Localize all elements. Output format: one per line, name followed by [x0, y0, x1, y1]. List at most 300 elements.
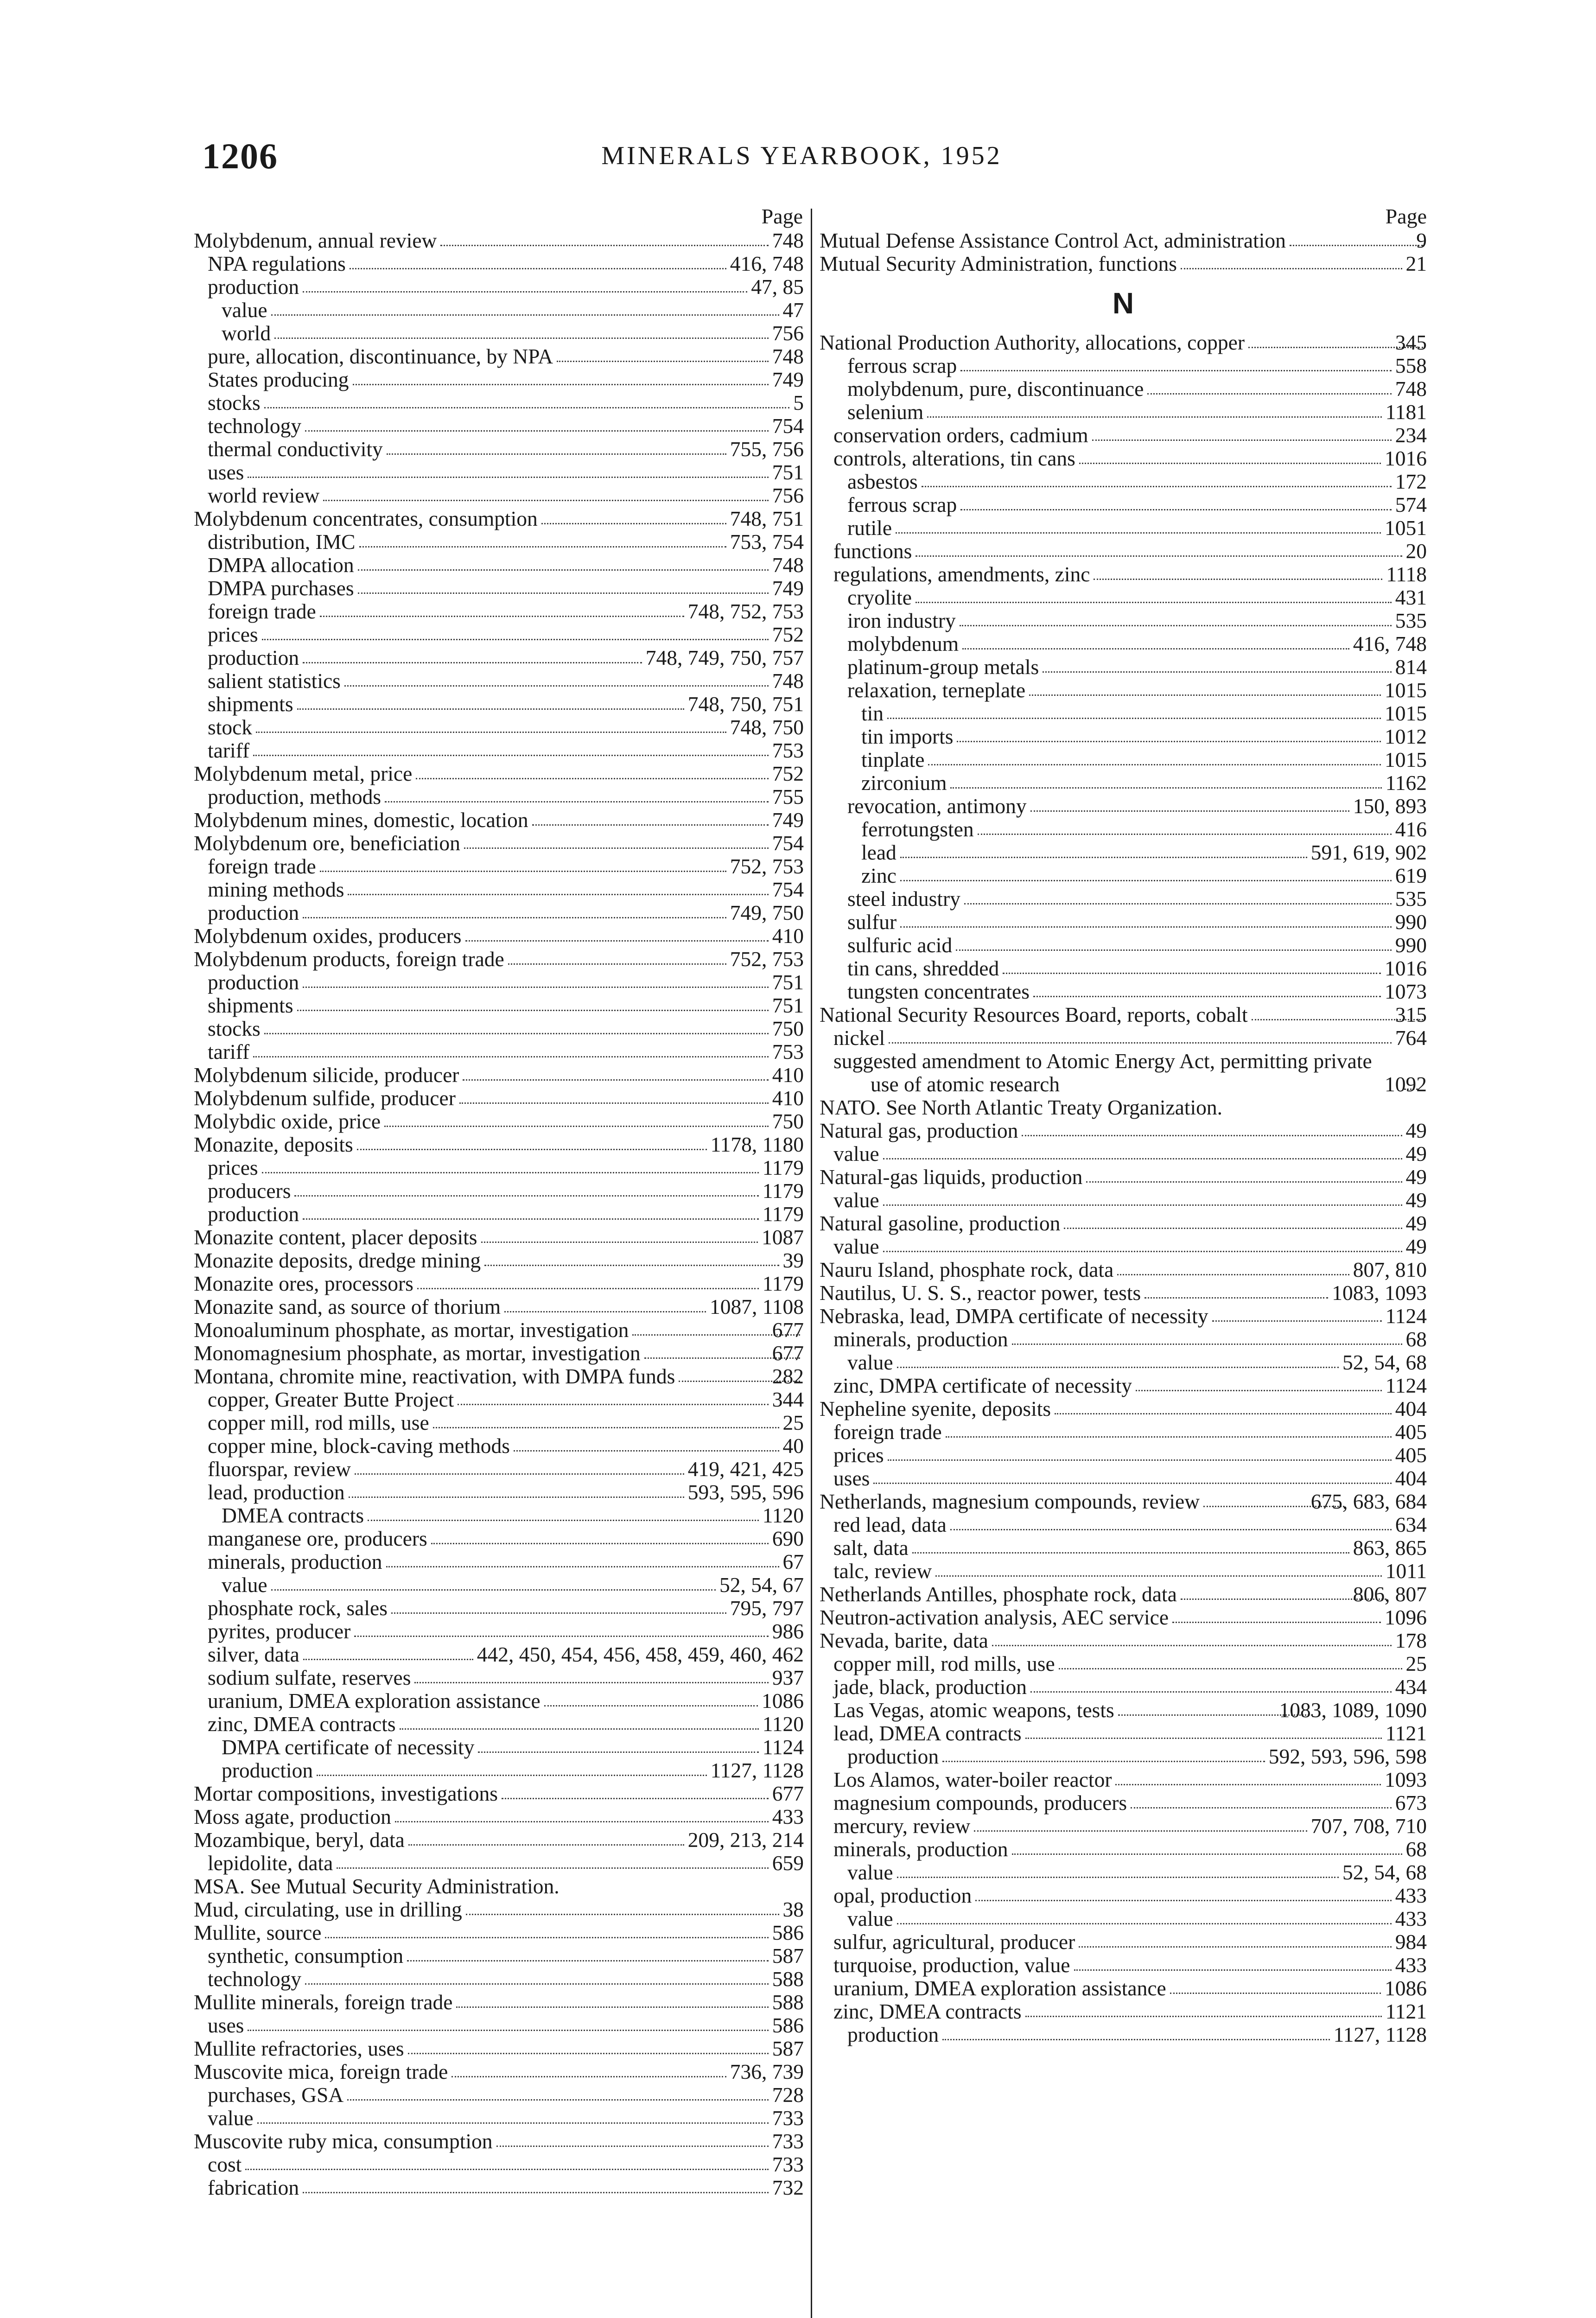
dot-leader [514, 1450, 779, 1452]
index-term: copper mill, rod mills, use [833, 1652, 1055, 1675]
dot-leader [416, 778, 768, 779]
index-page-ref: 587 [772, 1944, 804, 1968]
dot-leader [496, 2146, 769, 2147]
dot-leader [975, 1900, 1392, 1901]
index-term: shipments [208, 993, 293, 1017]
dot-leader [253, 1056, 769, 1057]
dot-leader [950, 1529, 1392, 1530]
index-page-ref: 49 [1405, 1211, 1427, 1235]
index-page-ref: 748 [1395, 377, 1427, 401]
index-term: tariff [208, 1040, 250, 1063]
index-term: tinplate [861, 748, 925, 771]
dot-leader [1003, 973, 1381, 974]
index-term: sulfuric acid [847, 933, 953, 957]
index-term: magnesium compounds, producers [833, 1791, 1127, 1815]
index-entry: Monomagnesium phosphate, as mortar, investigation 677 [194, 1341, 804, 1365]
index-entry [194, 1875, 804, 1898]
dot-leader [916, 555, 1402, 557]
dot-leader [264, 407, 790, 408]
dot-leader [385, 801, 769, 802]
index-term: Monazite deposits, dredge mining [194, 1248, 481, 1272]
index-term: value [833, 1142, 879, 1165]
index-page-ref: 814 [1395, 655, 1427, 679]
dot-leader [478, 1751, 758, 1753]
index-entry [194, 229, 804, 252]
dot-leader [900, 857, 1307, 858]
index-entry [820, 1954, 1427, 1977]
index-entry [194, 1063, 804, 1087]
index-page-ref: 593, 595, 596 [687, 1480, 804, 1504]
dot-leader [1079, 463, 1381, 464]
index-page-ref: 748, 752, 753 [687, 599, 804, 623]
index-term: Molybdenum ore, beneficiation [194, 831, 460, 855]
index-page-ref: 38 [782, 1898, 804, 1921]
index-page-ref: 1093 [1385, 1768, 1427, 1791]
index-term: Mutual Defense Assistance Control Act, administration [820, 229, 1286, 252]
index-page-ref: 1118 [1386, 562, 1427, 586]
index-term: minerals, production [833, 1327, 1008, 1351]
index-page-ref: 733 [772, 2129, 804, 2153]
index-page-ref: 172 [1395, 470, 1427, 493]
index-term: Molybdenum sulfide, producer [194, 1086, 456, 1110]
dot-leader [964, 903, 1392, 904]
dot-leader [883, 1204, 1402, 1206]
index-entry [194, 762, 804, 785]
dot-leader [897, 1877, 1339, 1878]
index-term: pyrites, producer [208, 1619, 351, 1643]
dot-leader [950, 787, 1381, 789]
index-page-ref: 749 [772, 576, 804, 600]
index-page-ref: 619 [1395, 864, 1427, 887]
dot-leader [323, 500, 768, 501]
index-term: silver, data [208, 1643, 299, 1666]
index-term: Natural gasoline, production [820, 1211, 1061, 1235]
index-entry [194, 1040, 804, 1063]
dot-leader [912, 1552, 1349, 1554]
index-entry [820, 1583, 1427, 1606]
index-entry [820, 1165, 1427, 1189]
dot-leader [1212, 1320, 1382, 1322]
index-term: production [208, 646, 299, 669]
index-page-ref: 405 [1395, 1443, 1427, 1467]
index-term: shipments [208, 692, 293, 716]
page-column-label: Page [1385, 204, 1427, 228]
index-term: copper mine, block-caving methods [208, 1434, 510, 1458]
dot-leader [1170, 1993, 1381, 1994]
index-entry [194, 1805, 804, 1828]
dot-leader [245, 2169, 768, 2170]
index-entry [820, 1815, 1427, 1838]
index-term: production [208, 275, 299, 299]
index-entry [194, 1179, 804, 1203]
index-page-ref: 405 [1395, 1420, 1427, 1444]
dot-leader [1115, 1784, 1381, 1785]
index-entry [820, 1351, 1427, 1374]
index-entry [820, 980, 1427, 1003]
dot-leader [1181, 268, 1402, 269]
index-entry [194, 832, 804, 855]
dot-leader [1147, 393, 1391, 395]
index-page-ref: 749, 750 [730, 901, 804, 924]
dot-leader [433, 1427, 779, 1428]
index-page-ref: 1179 [762, 1272, 804, 1295]
dot-leader [248, 477, 768, 478]
dot-leader [1030, 1691, 1392, 1693]
index-entry [820, 1745, 1427, 1768]
index-page-ref: 795, 797 [730, 1596, 804, 1620]
index-term: foreign trade [833, 1420, 942, 1444]
index-term: mining methods [208, 878, 344, 901]
left-entry-list [194, 229, 804, 2199]
index-entry [820, 1026, 1427, 1050]
index-page-ref: 752 [772, 623, 804, 646]
dot-leader [368, 1520, 759, 1521]
dot-leader [957, 741, 1381, 742]
index-page-ref: 1083, 1089, 1090 [1279, 1698, 1427, 1722]
dot-leader [1074, 1969, 1392, 1971]
index-term: value [833, 1188, 879, 1212]
index-page-ref: 535 [1395, 887, 1427, 911]
index-entry [194, 368, 804, 391]
index-page-ref: 986 [772, 1619, 804, 1643]
index-page-ref: 755, 756 [730, 437, 804, 461]
index-term: stocks [208, 391, 261, 414]
index-entry [194, 2107, 804, 2130]
dot-leader [1172, 1622, 1381, 1623]
index-term: Molybdenum concentrates, consumption [194, 507, 538, 530]
dot-leader [337, 1867, 768, 1869]
index-page-ref: 25 [1405, 1652, 1427, 1675]
index-term: asbestos [847, 470, 918, 493]
index-page-ref: 49 [1405, 1142, 1427, 1165]
dot-leader [391, 1612, 726, 1614]
dot-leader [354, 1636, 768, 1637]
index-entry [194, 693, 804, 716]
index-entry [194, 646, 804, 669]
index-page-ref: 1127, 1128 [1333, 2023, 1427, 2046]
index-page-ref: 1162 [1385, 771, 1427, 795]
index-term: MSA. See Mutual Security Administration. [194, 1874, 560, 1898]
index-entry [820, 1050, 1427, 1096]
index-term: Monoaluminum phosphate, as mortar, investigation [194, 1318, 629, 1342]
index-page-ref: 178 [1395, 1629, 1427, 1652]
dot-leader [297, 1010, 769, 1011]
dot-leader [960, 370, 1392, 371]
index-entry [194, 1017, 804, 1040]
index-entry [194, 1689, 804, 1713]
index-entry [820, 795, 1427, 818]
index-entry [820, 771, 1427, 795]
index-term: regulations, amendments, zinc [833, 562, 1090, 586]
index-term: Molybdenum metal, price [194, 762, 413, 785]
index-page-ref: 1124 [1385, 1374, 1427, 1397]
index-term: ferrotungsten [861, 817, 974, 841]
index-page-ref: 728 [772, 2083, 804, 2107]
index-page-ref: 1124 [1385, 1304, 1427, 1328]
index-term: sulfur [847, 910, 897, 934]
index-term: relaxation, terneplate [847, 678, 1026, 702]
index-term: Monazite sand, as source of thorium [194, 1295, 501, 1318]
index-entry [820, 748, 1427, 771]
index-entry [194, 530, 804, 554]
index-page-ref: 209, 213, 214 [687, 1828, 804, 1852]
index-term: Molybdenum silicide, producer [194, 1063, 459, 1087]
index-term: zinc [861, 864, 897, 887]
index-page-ref: 675, 683, 684 [1310, 1490, 1427, 1513]
dot-leader [353, 384, 769, 385]
index-page-ref: 1120 [762, 1503, 804, 1527]
index-term: Montana, chromite mine, reactivation, with DMPA funds [194, 1364, 675, 1388]
index-page-ref: 733 [772, 2106, 804, 2130]
index-page-ref: 748, 750 [730, 715, 804, 739]
index-term: molybdenum [847, 632, 959, 656]
index-entry [820, 1490, 1427, 1513]
index-page-ref: 410 [772, 1086, 804, 1110]
index-entry [194, 994, 804, 1017]
index-term: NATO. See North Atlantic Treaty Organization. [820, 1095, 1223, 1119]
index-term: production [208, 901, 299, 924]
index-page-ref: 707, 708, 710 [1310, 1814, 1427, 1838]
index-term: talc, review [833, 1559, 932, 1583]
index-page-ref: 591, 619, 902 [1310, 841, 1427, 864]
index-page-ref: 52, 54, 67 [719, 1573, 804, 1597]
right-entry-list [820, 331, 1427, 2046]
index-term: production [847, 1745, 939, 1768]
index-term: controls, alterations, tin cans [833, 446, 1075, 470]
index-entry [194, 1759, 804, 1782]
index-entry [194, 1573, 804, 1597]
index-page-ref: 39 [782, 1248, 804, 1272]
index-term: stocks [208, 1017, 261, 1040]
index-term: pure, allocation, discontinuance, by NPA [208, 344, 553, 368]
dot-leader [264, 1033, 769, 1034]
dot-leader [978, 834, 1392, 835]
index-term: fabrication [208, 2176, 299, 2199]
index-term: zinc, DMEA contracts [208, 1712, 396, 1736]
dot-leader [1117, 1274, 1349, 1275]
dot-leader [484, 1265, 779, 1266]
index-entry [194, 554, 804, 577]
index-entry [820, 424, 1427, 447]
index-term: sodium sulfate, reserves [208, 1666, 411, 1689]
index-term: tungsten concentrates [847, 980, 1030, 1003]
index-page-ref: 736, 739 [730, 2060, 804, 2083]
index-page-ref: 748, 751 [730, 507, 804, 530]
index-page-ref: 592, 593, 596, 598 [1268, 1745, 1427, 1768]
index-term: tariff [208, 739, 250, 762]
dot-leader [1131, 1807, 1392, 1809]
dot-leader [414, 1682, 768, 1683]
index-term: phosphate rock, sales [208, 1596, 388, 1620]
index-page-ref: 990 [1395, 933, 1427, 957]
index-term: prices [208, 1156, 258, 1179]
index-entry [820, 887, 1427, 911]
index-term: value [847, 1350, 893, 1374]
index-page-ref: 659 [772, 1851, 804, 1875]
index-entry [820, 1722, 1427, 1745]
dot-leader [303, 2192, 769, 2193]
index-entry [820, 2000, 1427, 2023]
index-page-ref: 416, 748 [730, 252, 804, 275]
index-page-ref: 1181 [1385, 400, 1427, 424]
index-entry [820, 957, 1427, 980]
index-entry [820, 1281, 1427, 1305]
index-term: functions [833, 539, 912, 563]
index-page-ref: 21 [1405, 252, 1427, 275]
page-number: 1206 [202, 136, 278, 176]
index-term: NPA regulations [208, 252, 346, 275]
index-term: tin imports [861, 725, 954, 748]
index-page-ref: 67 [782, 1550, 804, 1573]
index-term: Mozambique, beryl, data [194, 1828, 405, 1852]
dot-leader [888, 1459, 1392, 1461]
index-page-ref: 1092 [1385, 1072, 1427, 1096]
index-page-ref: 588 [772, 1990, 804, 2014]
index-entry [194, 809, 804, 832]
dot-leader [357, 1149, 707, 1150]
index-entry [194, 1249, 804, 1272]
index-entry [820, 586, 1427, 609]
dot-leader [408, 1844, 684, 1846]
index-entry [194, 1388, 804, 1411]
index-entry [820, 447, 1427, 470]
index-page-ref: 807, 810 [1353, 1258, 1427, 1281]
dot-leader [1030, 810, 1349, 812]
index-entry [820, 493, 1427, 516]
index-term: Monazite ores, processors [194, 1272, 413, 1295]
index-entry [820, 1420, 1427, 1444]
dot-leader [956, 949, 1392, 951]
dot-leader [1025, 2016, 1382, 2017]
index-term: uranium, DMEA exploration assistance [208, 1689, 540, 1713]
index-page-ref: 806, 807 [1353, 1582, 1427, 1606]
index-page-ref: 442, 450, 454, 456, 458, 459, 460, 462 [477, 1643, 804, 1666]
index-page-ref: 588 [772, 1967, 804, 1991]
index-entry [194, 1666, 804, 1689]
index-page-ref: 52, 54, 68 [1342, 1860, 1427, 1884]
index-entry [820, 725, 1427, 748]
index-term: Neutron-activation analysis, AEC service [820, 1605, 1169, 1629]
page-column-label: Page [761, 204, 803, 228]
dot-leader [303, 987, 769, 988]
dot-leader [303, 1218, 759, 1220]
index-page-ref: 753, 754 [730, 530, 804, 554]
dot-leader [1094, 579, 1382, 580]
index-page-ref: 1087 [762, 1225, 804, 1249]
dot-leader [303, 917, 726, 918]
index-entry [194, 600, 804, 623]
index-entry [194, 2130, 804, 2153]
index-term: sulfur, agricultural, producer [833, 1930, 1075, 1954]
dot-leader [1145, 1297, 1328, 1299]
running-head [202, 135, 1401, 177]
index-term: cost [208, 2152, 242, 2176]
index-term: value [833, 1235, 879, 1258]
index-term: Natural gas, production [820, 1119, 1018, 1142]
index-entry [820, 656, 1427, 679]
index-term: Netherlands, magnesium compounds, review [820, 1490, 1200, 1513]
dot-leader [253, 755, 769, 756]
dot-leader [466, 1914, 779, 1915]
right-column [820, 204, 1427, 2046]
index-page-ref: 984 [1395, 1930, 1427, 1954]
index-term: selenium [847, 400, 924, 424]
index-term: Nauru Island, phosphate rock, data [820, 1258, 1114, 1281]
dot-leader [358, 569, 769, 571]
index-term: Molybdenum products, foreign trade [194, 947, 504, 971]
dot-leader [387, 453, 726, 455]
index-page-ref: 433 [1395, 1884, 1427, 1907]
index-entry [194, 855, 804, 878]
index-entry [194, 1921, 804, 1944]
index-entry [194, 1458, 804, 1481]
dot-leader [896, 532, 1381, 534]
index-entry [194, 461, 804, 484]
index-entry [194, 1736, 804, 1759]
index-page-ref: 1016 [1385, 956, 1427, 980]
index-entry [194, 2176, 804, 2199]
index-entry [194, 1597, 804, 1620]
index-page-ref: 5 [793, 391, 804, 414]
dot-leader [1022, 1135, 1402, 1136]
dot-leader [887, 718, 1381, 719]
dot-leader [431, 1543, 769, 1544]
index-page-ref: 47, 85 [751, 275, 804, 299]
running-title: MINERALS YEARBOOK, 1952 [601, 141, 1002, 170]
index-page-ref: 416 [1395, 817, 1427, 841]
index-entry [820, 1397, 1427, 1420]
index-entry [820, 864, 1427, 887]
index-term: salient statistics [208, 669, 341, 693]
index-term: nickel [833, 1026, 885, 1050]
dot-leader [317, 1775, 706, 1776]
index-page-ref: 1011 [1385, 1559, 1427, 1583]
index-entry [194, 1226, 804, 1249]
index-entry [820, 563, 1427, 586]
index-entry [820, 1258, 1427, 1281]
index-entry [194, 1968, 804, 1991]
index-term: world [222, 321, 271, 345]
index-term: turquoise, production, value [833, 1953, 1070, 1977]
index-term: Los Alamos, water-boiler reactor [833, 1768, 1112, 1791]
index-entry [820, 470, 1427, 493]
index-entry [194, 2037, 804, 2060]
dot-leader [900, 880, 1392, 881]
index-term: molybdenum, pure, discontinuance [847, 377, 1144, 401]
index-page-ref: 749 [772, 808, 804, 832]
index-page-ref: 751 [772, 970, 804, 994]
index-entry [194, 971, 804, 994]
index-term: production [208, 970, 299, 994]
index-page-ref: 535 [1395, 609, 1427, 632]
index-term: synthetic, consumption [208, 1944, 404, 1968]
index-term: tin cans, shredded [847, 956, 999, 980]
index-term: salt, data [833, 1536, 909, 1560]
dot-leader [384, 1126, 769, 1127]
dot-leader [271, 314, 779, 316]
index-entry [194, 414, 804, 438]
index-entry [194, 577, 804, 600]
index-entry [194, 1434, 804, 1458]
index-entry [820, 911, 1427, 934]
index-entry [820, 632, 1427, 656]
index-term: National Production Authority, allocations, copper [820, 331, 1245, 354]
index-term: purchases, GSA [208, 2083, 344, 2107]
index-term: Netherlands Antilles, phosphate rock, data [820, 1582, 1177, 1606]
index-term: Nebraska, lead, DMPA certificate of necessity [820, 1304, 1208, 1328]
index-term: prices [833, 1443, 884, 1467]
dot-leader [359, 546, 726, 548]
